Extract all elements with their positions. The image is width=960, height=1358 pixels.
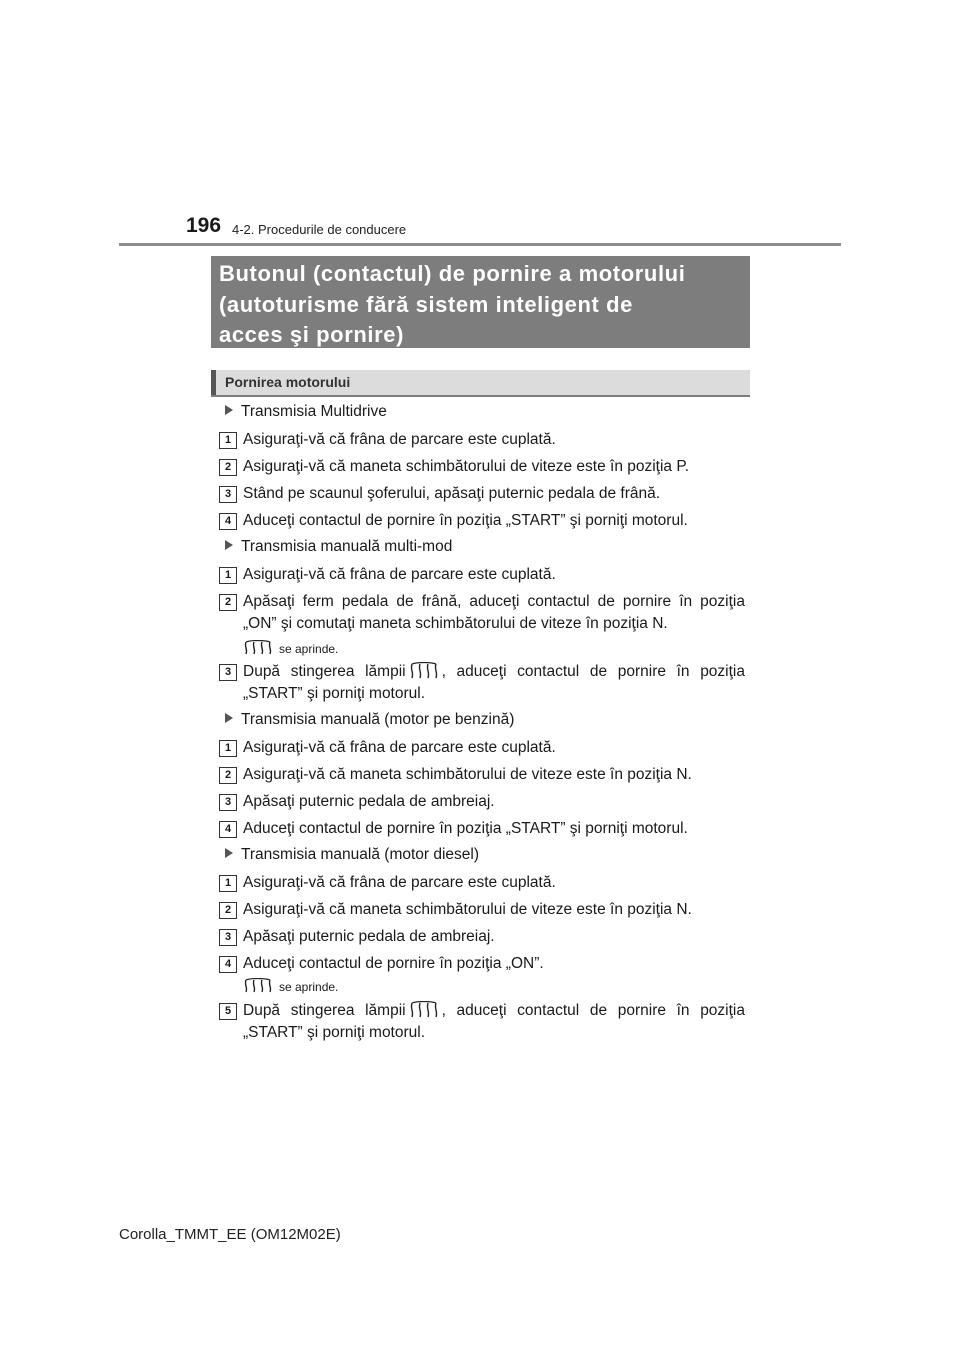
step-text-line: După stingerea lămpii , aduceţi contactul de pornire în poziţia xyxy=(243,1002,745,1019)
section-title-line: Butonul (contactul) de pornire a motorului xyxy=(219,261,686,286)
footer-model-code: Corolla_TMMT_EE (OM12M02E) xyxy=(119,1226,341,1243)
step-number: 3 xyxy=(219,794,237,811)
group-heading: Transmisia manuală (motor diesel) xyxy=(225,846,479,864)
step-text: Asiguraţi-vă că maneta schimbătorului de viteze este în poziţia N. xyxy=(243,901,692,918)
step-text-line: După stingerea lămpii , aduceţi contactul de pornire în poziţia xyxy=(243,663,745,680)
step-text xyxy=(243,591,745,635)
page-number: 196 xyxy=(186,214,222,237)
step-number: 1 xyxy=(219,875,237,892)
step-number: 3 xyxy=(219,664,237,681)
section-title-line: (autoturisme fără sistem inteligent de xyxy=(219,291,633,317)
step-number: 2 xyxy=(219,902,237,919)
step-number: 4 xyxy=(219,821,237,838)
step-number: 2 xyxy=(219,459,237,476)
step-text: Stând pe scaunul şoferului, apăsaţi puternic pedala de frână. xyxy=(243,485,661,502)
group-heading: Transmisia Multidrive xyxy=(225,403,387,421)
step-text: Apăsaţi puternic pedala de ambreiaj. xyxy=(243,928,495,945)
group-heading: Transmisia manuală multi-mod xyxy=(225,538,452,556)
step-text xyxy=(243,661,745,705)
step-number: 3 xyxy=(219,929,237,946)
arrow-bullet-icon xyxy=(225,848,233,858)
indicator-note: se aprinde. xyxy=(243,640,338,656)
glow-plug-indicator-icon xyxy=(243,978,273,994)
step-number: 1 xyxy=(219,740,237,757)
running-header: 4-2. Procedurile de conducere xyxy=(232,222,407,237)
step-text: Aduceţi contactul de pornire în poziţia „START” şi porniţi motorul. xyxy=(243,512,688,529)
step-text: Asiguraţi-vă că maneta schimbătorului de viteze este în poziţia P. xyxy=(243,458,690,475)
arrow-bullet-icon xyxy=(225,540,233,550)
step-text: Asiguraţi-vă că maneta schimbătorului de viteze este în poziţia N. xyxy=(243,766,692,783)
glow-plug-indicator-icon xyxy=(409,1001,439,1019)
step-text-line: „START” şi porniţi motorul. xyxy=(243,1024,426,1041)
step-number: 1 xyxy=(219,567,237,584)
step-text-line: „ON” şi comutaţi maneta schimbătorului de viteze în poziţia N. xyxy=(243,615,668,632)
arrow-bullet-icon xyxy=(225,713,233,723)
step-text: Asiguraţi-vă că frâna de parcare este cuplată. xyxy=(243,566,556,583)
step-number: 5 xyxy=(219,1003,237,1020)
step-text-line: Apăsaţi ferm pedala de frână, aduceţi contactul de pornire în poziţia xyxy=(243,593,745,610)
glow-plug-indicator-icon xyxy=(409,662,439,680)
step-text: Aduceţi contactul de pornire în poziţia „ON”. xyxy=(243,955,544,972)
arrow-bullet-icon xyxy=(225,405,233,415)
glow-plug-indicator-icon xyxy=(243,640,273,656)
step-text: Asiguraţi-vă că frâna de parcare este cuplată. xyxy=(243,739,556,756)
indicator-note: se aprinde. xyxy=(243,978,338,994)
step-number: 4 xyxy=(219,956,237,973)
step-text: Asiguraţi-vă că frâna de parcare este cuplată. xyxy=(243,431,556,448)
step-number: 2 xyxy=(219,767,237,784)
step-text: Asiguraţi-vă că frâna de parcare este cuplată. xyxy=(243,874,556,891)
section-title-line: acces şi pornire) xyxy=(219,322,405,347)
step-number: 1 xyxy=(219,432,237,449)
subsection-label: Pornirea motorului xyxy=(225,374,351,390)
group-heading: Transmisia manuală (motor pe benzină) xyxy=(225,711,514,729)
step-text-line: „START” şi porniţi motorul. xyxy=(243,685,426,702)
step-text xyxy=(243,1000,745,1044)
step-number: 3 xyxy=(219,486,237,503)
step-text: Aduceţi contactul de pornire în poziţia „START” şi porniţi motorul. xyxy=(243,820,688,837)
step-number: 2 xyxy=(219,594,237,611)
step-number: 4 xyxy=(219,513,237,530)
step-text: Apăsaţi puternic pedala de ambreiaj. xyxy=(243,793,495,810)
